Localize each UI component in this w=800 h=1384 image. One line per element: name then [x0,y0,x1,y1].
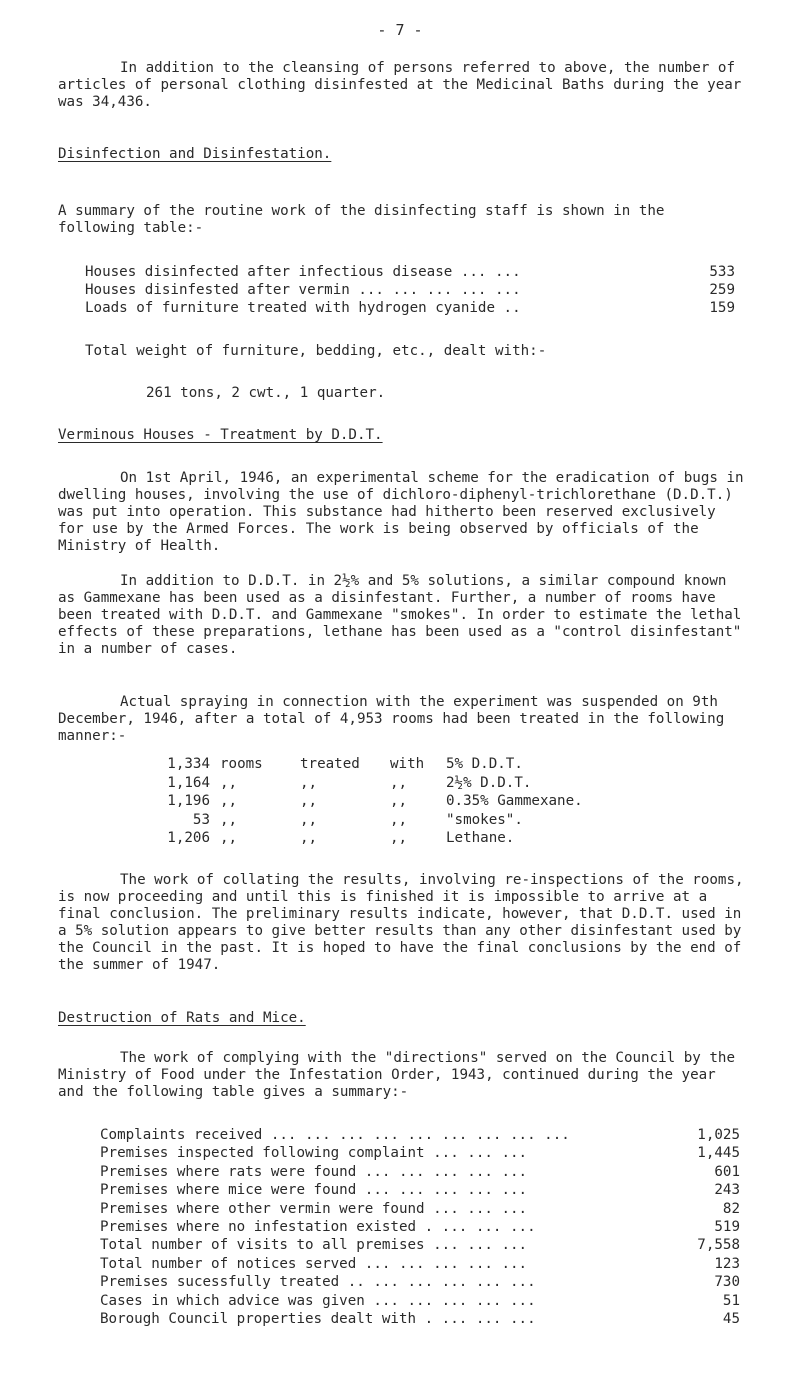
treatment-count: 53 [192,811,210,828]
row-value: 243 [714,1182,740,1199]
treatment-with: ,, [390,811,408,828]
treatment-agent: 5% D.D.T. [446,756,523,772]
row-label: Premises sucessfully treated .. ... ... ... ... ... [100,1274,536,1291]
row-label: Cases in which advice was given ... ... ... ... ... [100,1292,536,1309]
row-label: Premises where no infestation existed . ... ... ... [100,1218,536,1235]
row-label: Complaints received ... ... ... ... ... ... ... ... ... [100,1127,570,1143]
treatment-with: ,, [390,774,408,791]
row-label: Total number of notices served ... ... ... ... ... [100,1255,528,1272]
total-weight-value: 261 tons, 2 cwt., 1 quarter. [146,385,386,401]
ddt-paragraph-1: On 1st April, 1946, an experimental scheme for the eradication of bugs in dwelling houses, involving the use of dichloro-diphenyl-trichlorethane (D.D.T.) was put into operation. This substance had hitherto been reserved exclusively for use by the Armed Forces. The work is being observed by officials of the Ministry of Health. [58,470,753,554]
rats-table [100,1127,740,1329]
rats-row [100,1182,740,1200]
row-label: Premises where mice were found ... ... ... ... ... [100,1182,528,1199]
rats-row [100,1237,740,1255]
rats-row [100,1256,740,1274]
page-number: - 7 - [377,21,423,39]
row-value: 51 [722,1292,740,1309]
row-label: Houses disinfested after vermin ... ... ... ... ... [85,282,521,298]
section-heading-rats: Destruction of Rats and Mice. [58,1010,306,1026]
treatment-count: 1,206 [167,830,210,846]
treatment-treated: ,, [300,774,318,791]
row-label: Premises inspected following complaint ... ... ... [100,1145,528,1162]
treatment-rooms: ,, [220,774,238,791]
ddt-paragraph-2: In addition to D.D.T. in 2½% and 5% solutions, a similar compound known as Gammexane has been used as a disinfestant. Further, a number of rooms have been treated with D.D.T. and Gammexane "smokes". In order to estimate the lethal effects of these preparations, lethane has been used as a "control disinfestant" in a number of cases. [58,573,750,657]
treatment-count: 1,164 [167,774,210,791]
treatment-treated: treated [300,756,360,772]
row-value: 82 [722,1200,740,1217]
rats-row [100,1164,740,1182]
total-weight-label: Total weight of furniture, bedding, etc., dealt with:- [85,343,547,359]
treatment-with: with [390,756,425,772]
treatment-rooms: ,, [220,793,238,809]
treatment-rooms: ,, [220,811,238,828]
rats-row [100,1127,740,1145]
rats-row [100,1274,740,1292]
row-value: 1,445 [697,1145,740,1162]
row-value: 123 [714,1255,740,1272]
row-value: 259 [709,282,735,298]
treatment-rooms: ,, [220,830,238,846]
row-label: Loads of furniture treated with hydrogen cyanide .. [85,300,521,316]
treatment-with: ,, [390,793,408,809]
rats-row [100,1201,740,1219]
row-value: 45 [722,1310,740,1327]
treatment-rooms: rooms [220,756,263,772]
row-label: Borough Council properties dealt with . ... ... ... [100,1310,536,1327]
intro-paragraph: In addition to the cleansing of persons referred to above, the number of articles of personal clothing disinfested at the Medicinal Baths during the year was 34,436. [58,60,750,110]
row-label: Total number of visits to all premises ... ... ... [100,1237,528,1254]
row-value: 730 [714,1274,740,1291]
rats-row [100,1293,740,1311]
treatment-treated: ,, [300,830,318,846]
row-label: Houses disinfected after infectious disease ... ... [85,264,521,280]
row-value: 533 [709,264,735,280]
rats-paragraph: The work of complying with the "directions" served on the Council by the Ministry of Food under the Infestation Order, 1943, continued during the year and the following table gives a summary:- [58,1050,744,1100]
section-heading-verminous: Verminous Houses - Treatment by D.D.T. [58,427,383,443]
disinfection-row [85,282,735,300]
rats-row [100,1145,740,1163]
treatment-agent: Lethane. [446,830,515,846]
rats-row [100,1219,740,1237]
disinfection-row [85,300,735,318]
row-value: 601 [714,1163,740,1180]
row-value: 519 [714,1218,740,1235]
rats-row [100,1311,740,1329]
row-label: Premises where rats were found ... ... ... ... ... [100,1163,528,1180]
treatment-agent: 2½% D.D.T. [446,774,532,791]
ddt-paragraph-4: The work of collating the results, involving re-inspections of the rooms, is now proceeding and until this is finished it is impossible to arrive at a final conclusion. The preliminary results indicate, however, that D.D.T. used in a 5% solution appears to give better results than any other disinfestant used by the Council in the past. It is hoped to have the final conclusions by the end of the summer of 1947. [58,872,753,973]
treatment-with: ,, [390,830,408,846]
treatment-agent: "smokes". [446,811,523,828]
treatment-count: 1,196 [167,793,210,809]
row-label: Premises where other vermin were found ... ... ... [100,1200,528,1217]
row-value: 159 [709,300,735,316]
disinfection-intro: A summary of the routine work of the disinfecting staff is shown in the following table:- [58,203,674,236]
treatment-agent: 0.35% Gammexane. [446,793,583,809]
treatment-treated: ,, [300,793,318,809]
treatment-count: 1,334 [167,756,210,772]
disinfection-row [85,264,735,282]
treatment-treated: ,, [300,811,318,828]
ddt-paragraph-3: Actual spraying in connection with the experiment was suspended on 9th December, 1946, after a total of 4,953 rooms had been treated in the following manner:- [58,694,733,744]
row-value: 1,025 [697,1127,740,1143]
section-heading-disinfection: Disinfection and Disinfestation. [58,146,332,162]
row-value: 7,558 [697,1237,740,1254]
